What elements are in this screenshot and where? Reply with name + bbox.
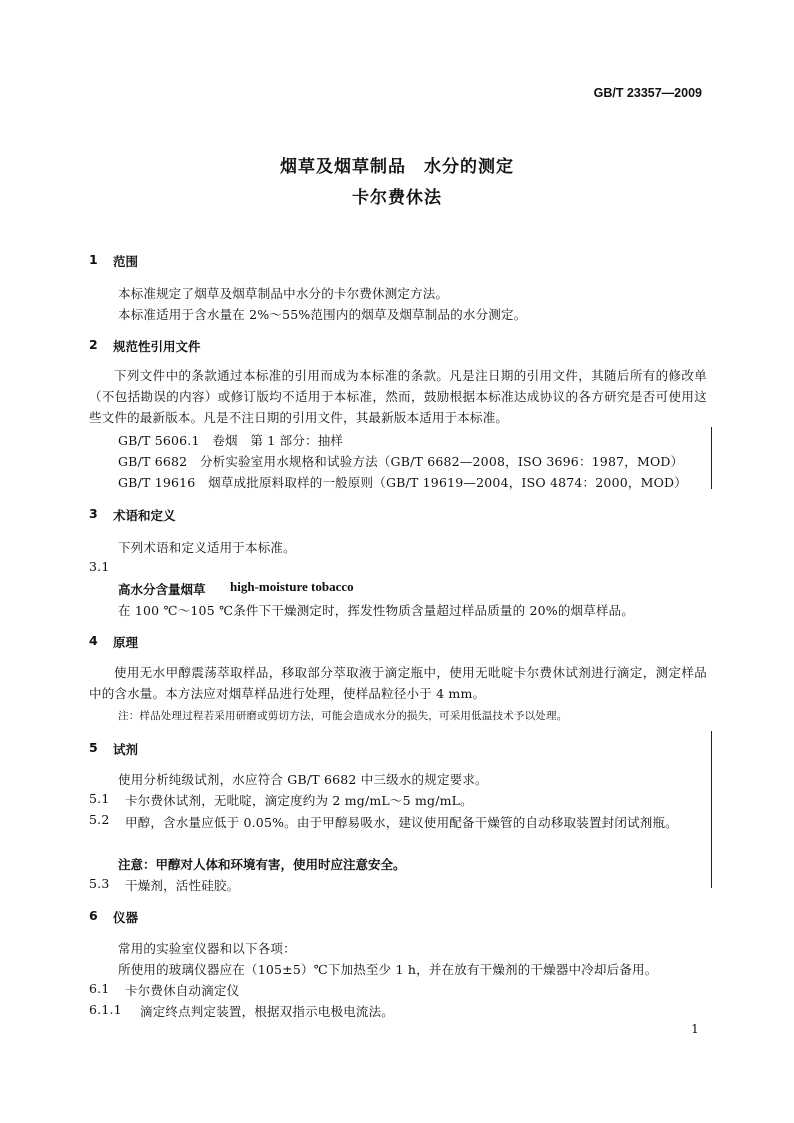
reference-item: GB/T 5606.1 卷烟 第 1 部分：抽样 — [118, 433, 344, 448]
item-5-1-text: 卡尔费休试剂，无吡啶，滴定度约为 2 mg/mL～5 mg/mL。 — [125, 793, 473, 808]
document-title: 烟草及烟草制品 水分的测定 — [280, 157, 514, 177]
section-6-number: 6 — [89, 908, 98, 923]
item-5-2-text: 甲醇，含水量应低于 0.05%。由于甲醇易吸水，建议使用配备干燥管的自动移取装置封闭试剂瓶。 — [125, 815, 678, 830]
section-1-paragraph-1: 本标准规定了烟草及烟草制品中水分的卡尔费休测定方法。 — [118, 286, 449, 301]
section-2-paragraph: 下列文件中的条款通过本标准的引用而成为本标准的条款。凡是注日期的引用文件，其随后所有的修改单（不包括勘误的内容）或修订版均不适用于本标准，然而，鼓励根据本标准达成协议的各方研究是否可使用这些文件的最新版本。凡是不注日期的引用文件，其最新版本适用于本标准。 — [89, 368, 707, 425]
section-3-heading: 术语和定义 — [113, 508, 176, 523]
section-4-number: 4 — [89, 633, 98, 648]
change-bar — [711, 731, 712, 888]
item-6-1-number: 6.1 — [89, 981, 110, 996]
section-3-number: 3 — [89, 506, 98, 521]
change-bar — [711, 427, 712, 489]
term-english: high-moisture tobacco — [230, 579, 354, 594]
section-5-paragraph: 使用分析纯级试剂，水应符合 GB/T 6682 中三级水的规定要求。 — [118, 772, 488, 787]
term-chinese: 高水分含量烟草 — [118, 582, 206, 597]
item-6-1-1-number: 6.1.1 — [89, 1002, 122, 1017]
standard-number: GB/T 23357—2009 — [593, 86, 702, 100]
term-definition: 在 100 ℃～105 ℃条件下干燥测定时，挥发性物质含量超过样品质量的 20%的烟草样品。 — [118, 603, 635, 618]
section-4-note: 注：样品处理过程若采用研磨或剪切方法，可能会造成水分的损失，可采用低温技术予以处理。 — [118, 710, 568, 722]
subsection-3-1-number: 3.1 — [89, 559, 110, 574]
item-6-1-text: 卡尔费休自动滴定仪 — [125, 983, 240, 998]
section-6-heading: 仪器 — [113, 910, 139, 925]
caution-note: 注意：甲醇对人体和环境有害，使用时应注意安全。 — [118, 857, 406, 872]
item-6-1-1-text: 滴定终点判定装置，根据双指示电极电流法。 — [140, 1004, 395, 1019]
section-2-heading: 规范性引用文件 — [113, 339, 201, 354]
section-4-paragraph: 使用无水甲醇震荡萃取样品，移取部分萃取液于滴定瓶中，使用无吡啶卡尔费休试剂进行滴定，测定样品中的含水量。本方法应对烟草样品进行处理，使样品粒径小于 4 mm。 — [89, 665, 707, 701]
section-1-paragraph-2: 本标准适用于含水量在 2%～55%范围内的烟草及烟草制品的水分测定。 — [118, 307, 527, 322]
item-5-3-text: 干燥剂，活性硅胶。 — [125, 878, 240, 893]
reference-item: GB/T 19616 烟草成批原料取样的一般原则（GB/T 19619—2004，ISO 4874：2000，MOD） — [118, 475, 687, 490]
section-4-heading: 原理 — [113, 635, 139, 650]
item-5-2-number: 5.2 — [89, 812, 110, 827]
section-5-number: 5 — [89, 740, 98, 755]
item-5-1-number: 5.1 — [89, 791, 110, 806]
page-number: 1 — [691, 1022, 699, 1036]
section-6-paragraph-1: 常用的实验室仪器和以下各项： — [118, 941, 296, 956]
document-subtitle: 卡尔费休法 — [352, 188, 442, 208]
section-2-number: 2 — [89, 337, 98, 352]
reference-item: GB/T 6682 分析实验室用水规格和试验方法（GB/T 6682—2008，ISO 3696：1987，MOD） — [118, 454, 684, 469]
item-5-3-number: 5.3 — [89, 876, 110, 891]
section-3-paragraph: 下列术语和定义适用于本标准。 — [118, 540, 296, 555]
section-6-paragraph-2: 所使用的玻璃仪器应在（105±5）℃下加热至少 1 h，并在放有干燥剂的干燥器中冷却后备用。 — [118, 962, 658, 977]
section-1-number: 1 — [89, 252, 98, 267]
section-1-heading: 范围 — [113, 254, 139, 269]
section-5-heading: 试剂 — [113, 742, 139, 757]
